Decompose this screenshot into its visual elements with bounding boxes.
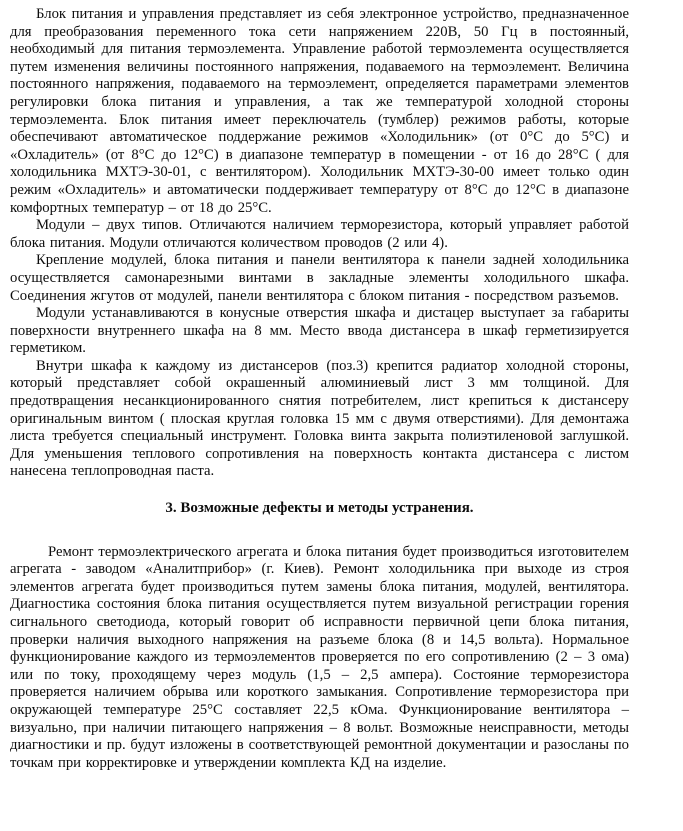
paragraph-module-types: Модули – двух типов. Отличаются наличием терморезистора, который управляет работой блока питания. Модули отличаются количеством проводов (2 или 4).	[10, 217, 629, 251]
paragraph-module-installation: Модули устанавливаются в конусные отверстия шкафа и дистацер выступает за габариты поверхности внутреннего шкафа на 8 мм. Место ввода дистансера в шкаф герметизируется герметиком.	[10, 305, 629, 357]
section-heading-defects-and-remedies: 3. Возможные дефекты и методы устранения.	[165, 500, 474, 517]
paragraph-repair-and-diagnostics: Ремонт термоэлектрического агрегата и блока питания будет производиться изготовителем агрегата - заводом «Аналитприбор» (г. Киев). Ремонт холодильника при выходе из строя элементов агрегата будет производиться путем замены блока питания, модулей, вентилятора. Диагностика состояния блока питания осуществляется путем визуальной регистрации горения сигнального светодиода, который говорит об исправности первичной цепи блока питания, проверки наличия выходного напряжения на разъеме блока (8 и 14,5 вольта). Нормальное функционирование каждого из термоэлементов проверяется по его сопротивлению (2 – 3 ома) или по току, проходящему через модуль (1,5 – 2,5 ампера). Состояние терморезистора проверяется наличием обрыва или короткого замыкания. Сопротивление терморезистора при окружающей температуре 25°С составляет 22,5 кОма. Функционирование вентилятора – визуально, при наличии питающего напряжения – 8 вольт. Возможные неисправности, методы диагностики и пр. будут изложены в соответствующей ремонтной документации и разосланы по точкам при корректировке и утверждении комплекта КД на изделие.	[10, 543, 629, 771]
paragraph-mounting: Крепление модулей, блока питания и панели вентилятора к панели задней холодильника осуществляется самонарезными винтами в закладные элементы холодильного шкафа. Соединения жгутов от модулей, панели вентилятора с блоком питания - посредством разъемов.	[10, 252, 629, 304]
paragraph-power-supply-description: Блок питания и управления представляет из себя электронное устройство, предназначенное для преобразования переменного тока сети напряжением 220В, 50 Гц в постоянный, необходимый для питания термоэлемента. Управление работой термоэлемента осуществляется путем изменения величины постоянного напряжения, подаваемого на термоэлемент. Величина постоянного напряжения, подаваемого на термоэлемент, определяется параметрами элементов регулировки блока питания и управления, а так же температурой холодной стороны термоэлемента. Блок питания имеет переключатель (тумблер) режимов работы, которые обеспечивают автоматическое поддержание режимов «Холодильник» (от 0°С до 5°С) и «Охладитель» (от 8°С до 12°С) в диапазоне температур в помещении - от 16 до 28°С ( для холодильника МХТЭ-30-01, с вентилятором). Холодильник МХТЭ-30-00 имеет только один режим «Охладитель» и автоматически поддерживает температуру от 8°С до 12°С в диапазоне комфортных температур – от 18 до 25°С.	[10, 6, 629, 216]
paragraph-radiator-sheet: Внутри шкафа к каждому из дистансеров (поз.3) крепится радиатор холодной стороны, который представляет собой окрашенный алюминиевый лист 3 мм толщиной. Для предотвращения несанкционированного снятия потребителем, лист крепиться к дистансеру оригинальным винтом ( плоская круглая головка 15 мм с двумя отверстиями). Для демонтажа листа требуется специальный инструмент. Головка винта закрыта полиэтиленовой заглушкой. Для уменьшения теплового сопротивления на поверхность контакта дистансера с листом нанесена теплопроводная паста.	[10, 357, 629, 480]
